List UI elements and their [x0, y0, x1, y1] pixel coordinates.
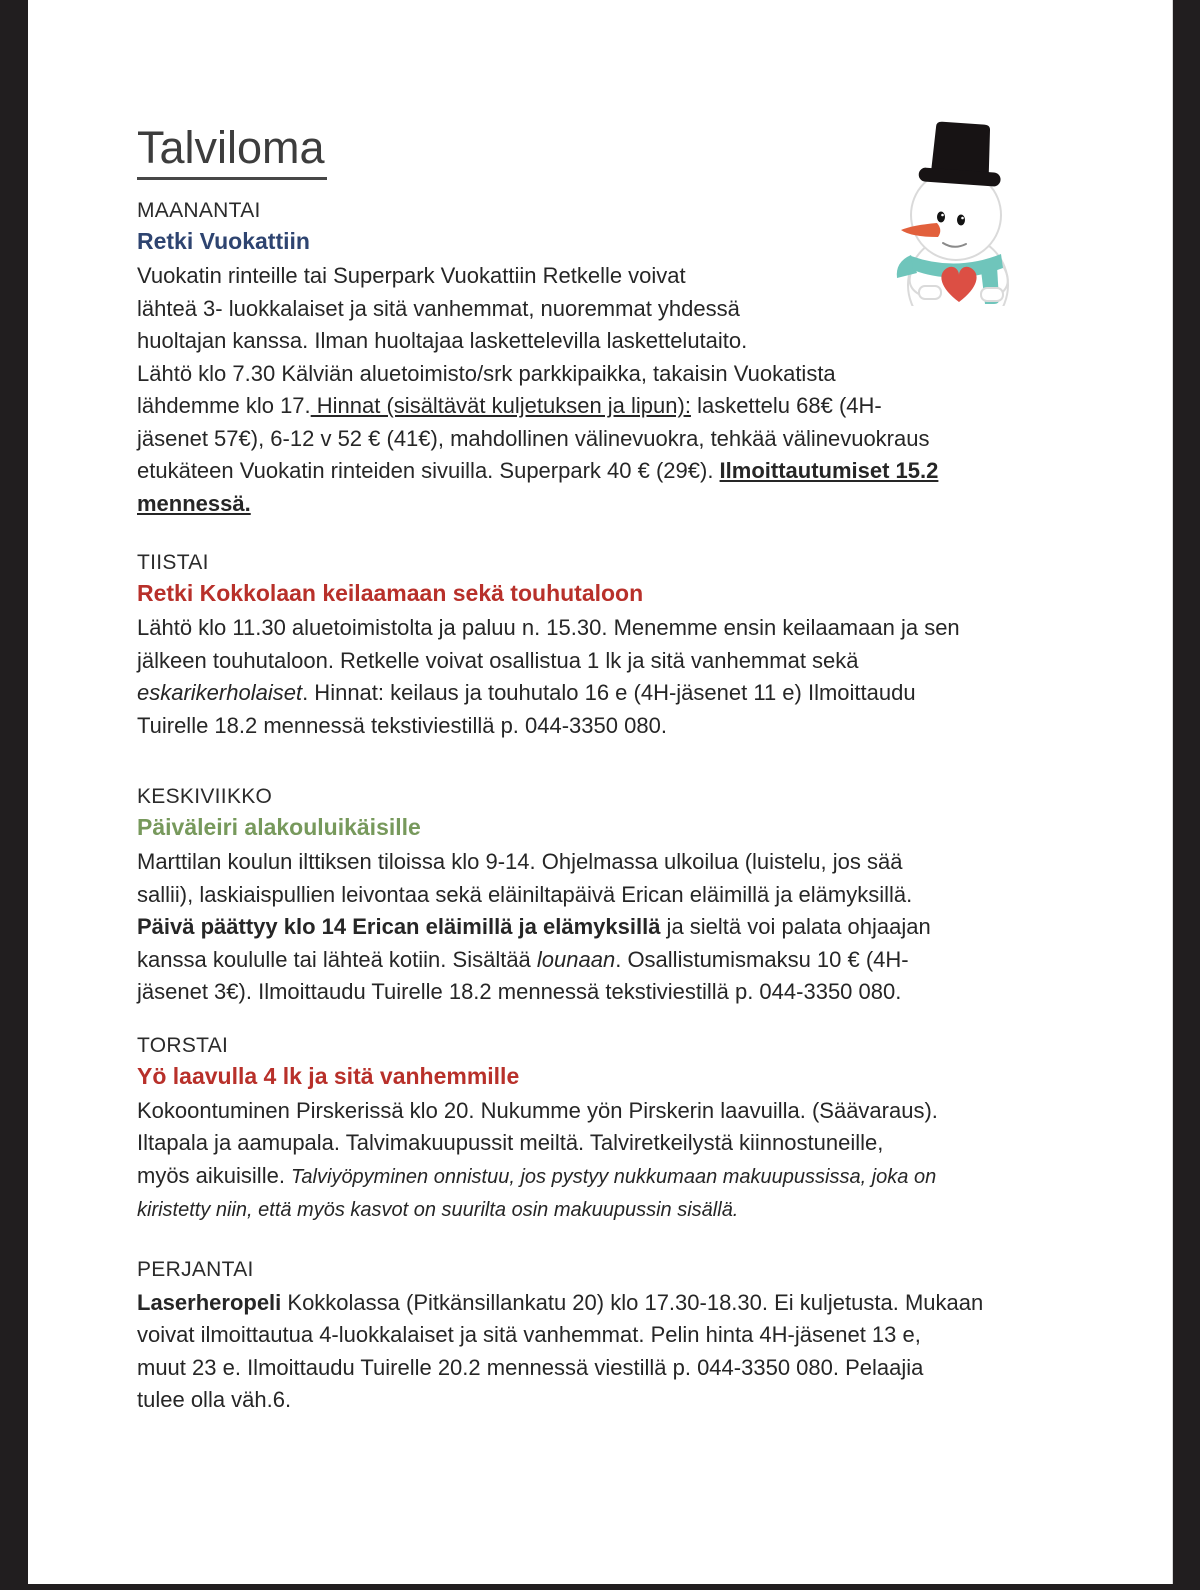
text-segment: Vuokatin rinteille tai Superpark Vuokattiin Retkelle voivat [137, 263, 686, 288]
body-line [137, 488, 1055, 521]
body-line [137, 390, 1055, 423]
text-segment: myös aikuisille. [137, 1162, 292, 1188]
text-segment: lähdemme klo 17. [137, 393, 311, 418]
day-label: MAANANTAI [137, 199, 261, 222]
text-segment: Kokoontuminen Pirskerissä klo 20. Nukumme yön Pirskerin laavuilla. (Säävaraus). [137, 1097, 938, 1123]
body-line [137, 846, 1055, 879]
body-line [137, 1287, 1055, 1320]
day-label: TIISTAI [137, 551, 209, 574]
text-segment: Marttilan koulun ilttiksen tiloissa klo 9-14. Ohjelmassa ulkoilua (luistelu, jos sää [137, 849, 903, 874]
body-line [137, 455, 1055, 488]
text-segment: eskarikerholaiset [137, 680, 303, 705]
text-segment: Lähtö klo 11.30 aluetoimistolta ja paluu n. 15.30. Menemme ensin keilaamaan ja sen [137, 615, 960, 640]
section-heading: Päiväleiri alakouluikäisille [137, 814, 421, 840]
text-segment: . Osallistumismaksu 10 € (4H- [615, 946, 909, 972]
body-line [137, 677, 1055, 710]
section-keskiviikko [137, 784, 1055, 1009]
text-segment: ja sieltä voi palata ohjaajan [660, 914, 931, 939]
text-segment: jäsenet 3€). Ilmoittaudu Tuirelle 18.2 mennessä tekstiviestillä p. 044-3350 080. [137, 979, 902, 1004]
letterbox-left [0, 0, 28, 1590]
page-title [137, 122, 1055, 180]
body-line [137, 976, 1055, 1009]
body-line [137, 260, 1055, 293]
text-segment: Laserheropeli [137, 1289, 282, 1315]
body-line [137, 911, 1055, 944]
text-segment: kiristetty niin, että myös kasvot on suurilta osin makuupussin sisällä. [137, 1199, 739, 1221]
page-title-text: Talviloma [137, 122, 327, 180]
body-line [137, 944, 1055, 977]
body-line [137, 358, 1055, 391]
body-line [137, 1384, 1055, 1417]
text-segment: tulee olla väh.6. [137, 1387, 292, 1412]
body-line [137, 710, 1055, 743]
text-segment: lounaan [536, 946, 616, 972]
text-segment: Hinnat (sisältävät kuljetuksen ja lipun): [310, 393, 691, 418]
section-heading: Yö laavulla 4 lk ja sitä vanhemmille [137, 1062, 520, 1089]
text-segment: huoltajan kanssa. Ilman huoltajaa laskettelevilla laskettelutaito. [137, 328, 748, 353]
body-line [137, 1127, 1055, 1160]
section-torstai [137, 1033, 1055, 1227]
text-segment: jälkeen touhutaloon. Retkelle voivat osallistua 1 lk ja sitä vanhemmat sekä [137, 647, 859, 673]
body-line [137, 1160, 1055, 1194]
text-segment: Lähtö klo 7.30 Kälviän aluetoimisto/srk parkkipaikka, takaisin Vuokatista [137, 360, 836, 386]
text-segment: etukäteen Vuokatin rinteiden sivuilla. Superpark 40 € (29€). [137, 458, 720, 483]
text-segment: Iltapala ja aamupala. Talvimakuupussit meiltä. Talviretkeilystä kiinnostuneille, [137, 1130, 884, 1155]
body-line [137, 1319, 1055, 1352]
text-segment: kanssa koululle tai lähteä kotiin. Sisältää [137, 946, 537, 972]
text-segment: mennessä. [137, 490, 251, 516]
text-segment: voivat ilmoittautua 4-luokkalaiset ja sitä vanhemmat. Pelin hinta 4H-jäsenet 13 e, [137, 1322, 921, 1347]
text-segment: lähteä 3- luokkalaiset ja sitä vanhemmat, nuoremmat yhdessä [137, 295, 740, 321]
day-label: PERJANTAI [137, 1257, 254, 1281]
text-segment: Päivä päättyy klo 14 Erican eläimillä ja elämyksillä [137, 914, 661, 939]
section-heading: Retki Vuokattiin [137, 228, 310, 254]
text-segment: Kokkolassa (Pitkänsillankatu 20) klo 17.30-18.30. Ei kuljetusta. Mukaan [281, 1289, 984, 1315]
section-heading: Retki Kokkolaan keilaamaan sekä touhutaloon [137, 580, 644, 606]
body-line [137, 325, 1055, 358]
text-segment: Tuirelle 18.2 mennessä tekstiviestillä p. 044-3350 080. [137, 712, 667, 738]
document-content [137, 0, 1055, 1417]
day-label: TORSTAI [137, 1033, 229, 1057]
body-line [137, 1095, 1055, 1128]
text-segment: Ilmoittautumiset 15.2 [719, 458, 939, 483]
text-segment: jäsenet 57€), 6-12 v 52 € (41€), mahdollinen välinevuokra, tehkää välinevuokraus [137, 425, 930, 451]
section-perjantai [137, 1257, 1055, 1417]
text-segment: sallii), laskiaispullien leivontaa sekä eläiniltapäivä Erican eläimillä ja elämyksillä. [137, 881, 913, 907]
letterbox-right [1173, 0, 1200, 1590]
body-line [137, 293, 1055, 326]
day-label: KESKIVIIKKO [137, 785, 273, 808]
body-line [137, 645, 1055, 678]
text-segment: . Hinnat: keilaus ja touhutalo 16 e (4H-jäsenet 11 e) Ilmoittaudu [302, 680, 916, 705]
text-segment: laskettelu 68€ (4H- [690, 393, 882, 418]
section-list [137, 198, 1055, 1417]
body-line [137, 1193, 1055, 1227]
text-segment: Talviyöpyminen onnistuu, jos pystyy nukkumaan makuupussissa, joka on [291, 1165, 937, 1188]
section-maanantai [137, 198, 1055, 520]
document-page [28, 0, 1173, 1584]
text-segment: muut 23 e. Ilmoittaudu Tuirelle 20.2 mennessä viestillä p. 044-3350 080. Pelaajia [137, 1354, 924, 1380]
body-line [137, 423, 1055, 456]
body-line [137, 1352, 1055, 1385]
body-line [137, 612, 1055, 645]
section-tiistai [137, 550, 1055, 742]
body-line [137, 879, 1055, 912]
